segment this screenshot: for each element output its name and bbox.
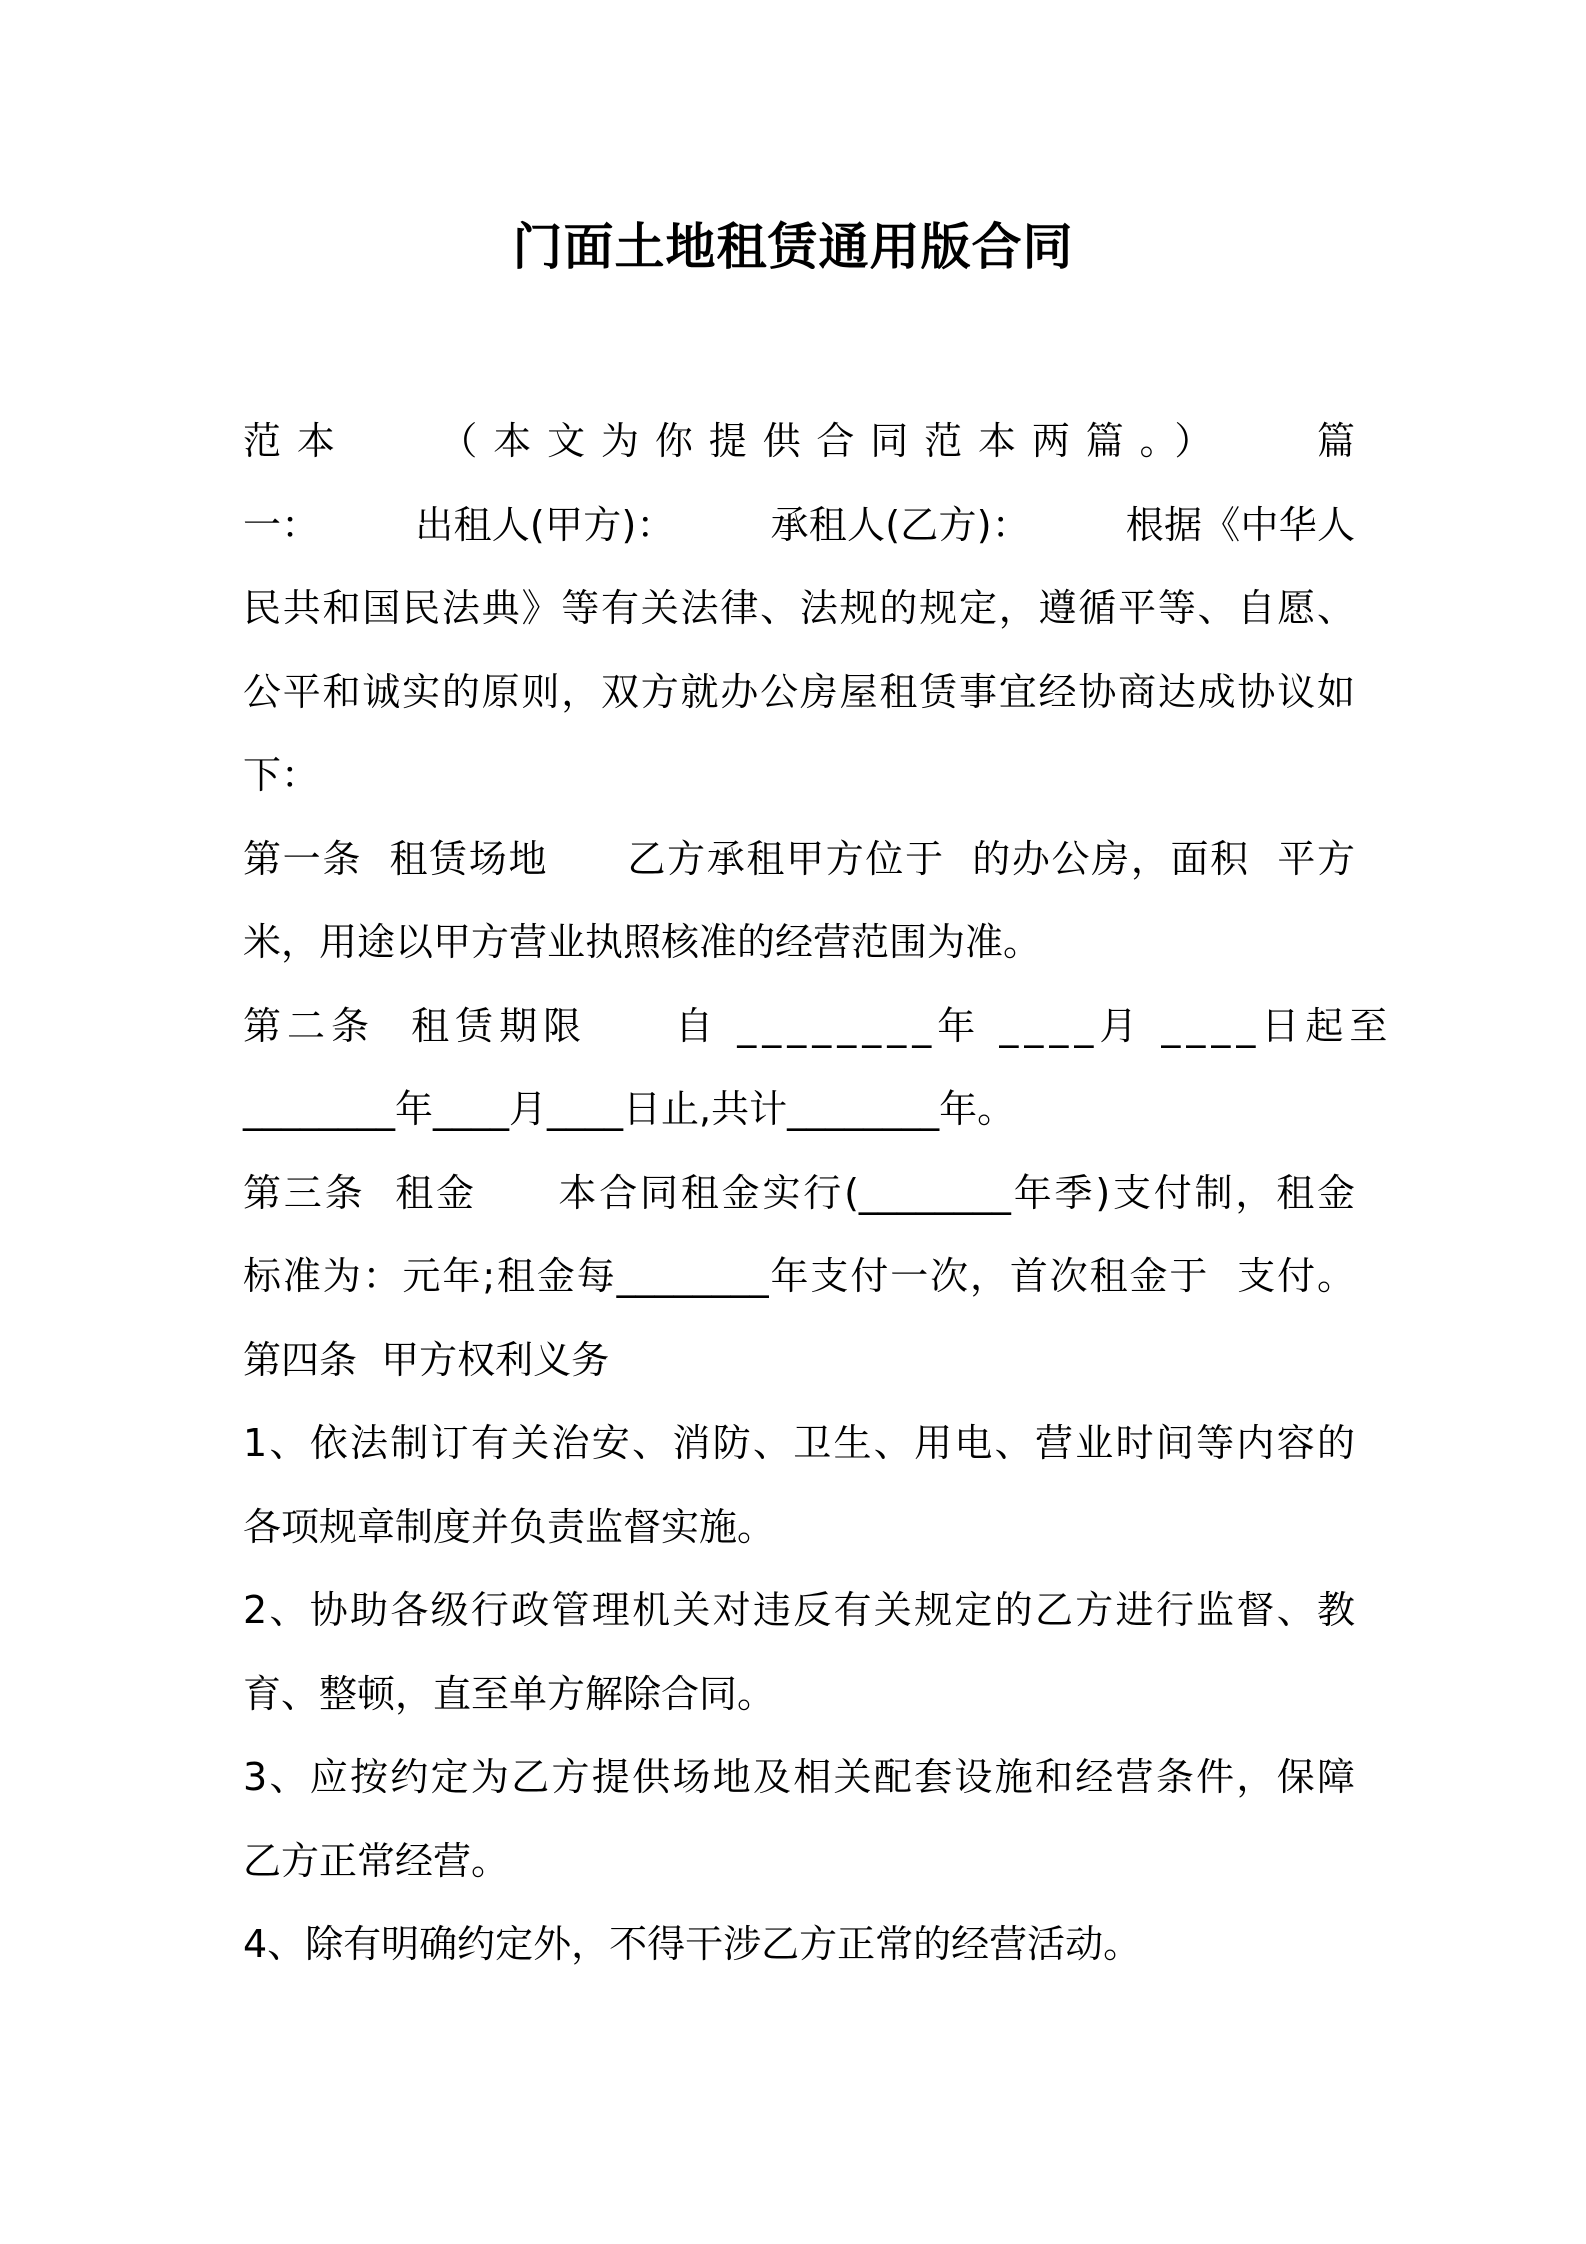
- text-line: 2、协助各级行政管理机关对违反有关规定的乙方进行监督、教: [243, 1588, 1355, 1632]
- text-line: 一： 出租人(甲方)： 承租人(乙方)： 根据《中华人: [243, 502, 1355, 547]
- text-line: 第四条 甲方权利义务: [243, 1337, 610, 1382]
- text-line: 乙方正常经营。: [243, 1838, 510, 1883]
- text-line: ________年____月____日止,共计________年。: [243, 1087, 1016, 1131]
- text-line: 标准为：元年;租金每________年支付一次，首次租金于 支付。: [243, 1254, 1355, 1298]
- text-line: 第二条 租赁期限 自 ________年 ____月 ____日起至: [243, 1003, 1394, 1048]
- text-line: 第三条 租金 本合同租金实行(________年季)支付制，租金: [243, 1170, 1355, 1215]
- text-line: 1、依法制订有关治安、消防、卫生、用电、营业时间等内容的: [243, 1421, 1355, 1465]
- document-body: [243, 400, 1394, 1987]
- text-line: 第一条 租赁场地 乙方承租甲方位于 的办公房，面积 平方: [243, 836, 1355, 881]
- text-line: 各项规章制度并负责监督实施。: [243, 1504, 776, 1549]
- text-line: 公平和诚实的原则，双方就办公房屋租赁事宜经协商达成协议如: [243, 669, 1355, 714]
- page-title: 门面土地租赁通用版合同: [512, 218, 1074, 276]
- text-line: 育、整顿，直至单方解除合同。: [243, 1671, 776, 1716]
- text-line: 米，用途以甲方营业执照核准的经营范围为准。: [243, 920, 1042, 964]
- text-line: 4、除有明确约定外，不得干涉乙方正常的经营活动。: [243, 1922, 1142, 1966]
- text-line: 民共和国民法典》等有关法律、法规的规定，遵循平等、自愿、: [243, 586, 1355, 630]
- text-line: 下：: [243, 753, 320, 797]
- text-line: 范本 （本文为你提供合同范本两篇。） 篇: [243, 419, 1355, 463]
- text-line: 3、应按约定为乙方提供场地及相关配套设施和经营条件，保障: [243, 1755, 1355, 1799]
